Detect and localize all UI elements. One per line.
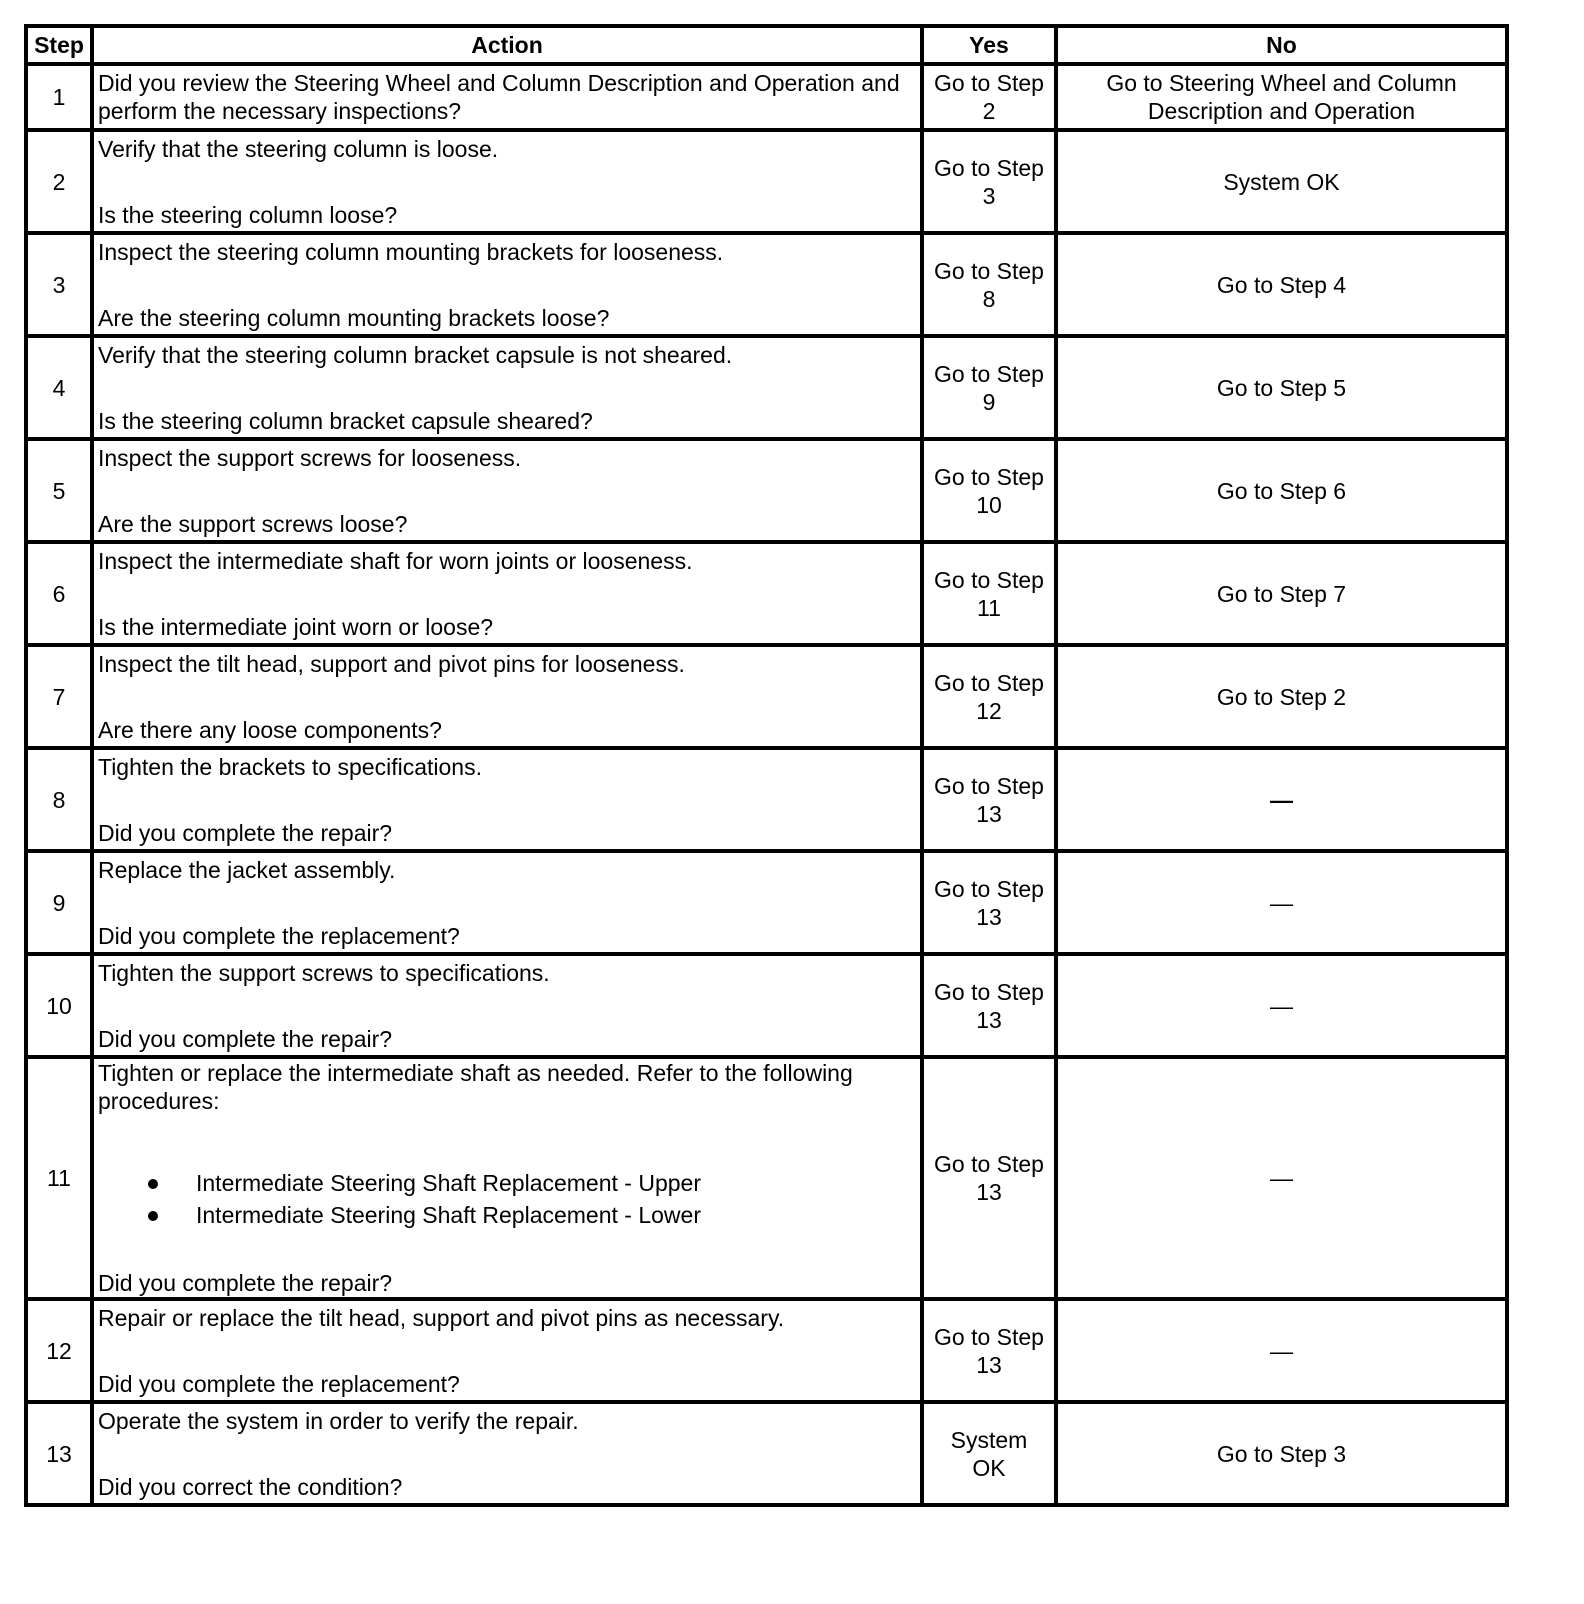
no-cell: Go to Step 2 xyxy=(1056,645,1507,748)
step-number: 1 xyxy=(26,64,92,130)
action-text xyxy=(92,1299,922,1402)
action-text xyxy=(92,1402,922,1505)
yes-line1: Go to Step xyxy=(934,463,1044,490)
action-text xyxy=(92,130,922,233)
yes-cell xyxy=(922,233,1056,336)
no-line1: Go to Steering Wheel and Column xyxy=(1106,70,1457,96)
step-number: 9 xyxy=(26,851,92,954)
step-number: 12 xyxy=(26,1299,92,1402)
yes-cell xyxy=(922,130,1056,233)
table-row xyxy=(26,1057,1507,1299)
action-question: Did you complete the replacement? xyxy=(98,922,460,949)
no-cell xyxy=(1056,1057,1507,1299)
table-row xyxy=(26,439,1507,542)
yes-cell xyxy=(922,1402,1056,1505)
header-step: Step xyxy=(26,26,92,64)
table-row xyxy=(26,645,1507,748)
action-text xyxy=(92,542,922,645)
yes-line2: 13 xyxy=(976,903,1002,930)
action-intro: Inspect the support screws for looseness. xyxy=(98,444,522,471)
action-text xyxy=(92,851,922,954)
action-intro: Verify that the steering column bracket capsule is not sheared. xyxy=(98,341,733,368)
yes-line2: 3 xyxy=(982,182,996,209)
action-question: Did you complete the repair? xyxy=(98,1270,393,1296)
diagnostic-table xyxy=(24,24,1509,1507)
no-cell: Go to Step 6 xyxy=(1056,439,1507,542)
yes-line1: Go to Step xyxy=(934,978,1044,1005)
yes-line2: 8 xyxy=(982,285,996,312)
step-number: 8 xyxy=(26,748,92,851)
yes-cell xyxy=(922,645,1056,748)
action-question: Is the steering column loose? xyxy=(98,201,398,228)
action-text xyxy=(92,336,922,439)
action-question: Is the intermediate joint worn or loose? xyxy=(98,613,494,640)
no-cell xyxy=(1056,851,1507,954)
table-row xyxy=(26,1299,1507,1402)
yes-cell xyxy=(922,1299,1056,1402)
yes-line1: System xyxy=(950,1426,1028,1453)
yes-line2: 11 xyxy=(977,594,1001,621)
procedure-link-upper[interactable] xyxy=(98,1167,916,1199)
table-row xyxy=(26,851,1507,954)
header-yes: Yes xyxy=(922,26,1056,64)
yes-cell xyxy=(922,954,1056,1057)
yes-line1: Go to Step xyxy=(934,669,1044,696)
action-text xyxy=(92,748,922,851)
no-cell: System OK xyxy=(1056,130,1507,233)
action-intro: Replace the jacket assembly. xyxy=(98,856,396,883)
yes-cell xyxy=(922,336,1056,439)
action-intro: Inspect the tilt head, support and pivot pins for looseness. xyxy=(98,650,685,677)
action-intro: Inspect the steering column mounting brackets for looseness. xyxy=(98,238,724,265)
yes-cell xyxy=(922,851,1056,954)
action-question: Did you complete the replacement? xyxy=(98,1370,460,1397)
table-row xyxy=(26,130,1507,233)
yes-line1: Go to Step xyxy=(934,154,1044,181)
step-number: 5 xyxy=(26,439,92,542)
action-text xyxy=(92,439,922,542)
no-cell xyxy=(1056,64,1507,130)
step-number: 4 xyxy=(26,336,92,439)
action-text xyxy=(92,1057,922,1299)
action-question: Are there any loose components? xyxy=(98,716,442,743)
yes-line1: Go to Step xyxy=(934,566,1044,593)
step-number: 6 xyxy=(26,542,92,645)
action-question: Did you complete the repair? xyxy=(98,819,393,846)
yes-cell xyxy=(922,439,1056,542)
not-applicable-dash: — xyxy=(1270,786,1293,813)
yes-line1: Go to Step xyxy=(934,360,1044,387)
step-number: 7 xyxy=(26,645,92,748)
yes-cell xyxy=(922,542,1056,645)
yes-line2: 13 xyxy=(976,800,1002,827)
yes-line1: Go to Step xyxy=(934,257,1044,284)
no-cell: Go to Step 3 xyxy=(1056,1402,1507,1505)
procedure-label: Intermediate Steering Shaft Replacement - Upper xyxy=(196,1170,701,1196)
step-number: 13 xyxy=(26,1402,92,1505)
no-cell: Go to Step 4 xyxy=(1056,233,1507,336)
action-question: Is the steering column bracket capsule sheared? xyxy=(98,407,593,434)
no-cell: Go to Step 7 xyxy=(1056,542,1507,645)
action-intro: Did you review the Steering Wheel and Column Description and Operation and perform the necessary inspections? xyxy=(98,70,900,124)
yes-line1: Go to Step xyxy=(934,1323,1044,1350)
action-question: Did you complete the repair? xyxy=(98,1025,393,1052)
table-row xyxy=(26,64,1507,130)
table-row xyxy=(26,233,1507,336)
yes-line2: 13 xyxy=(976,1006,1002,1033)
procedure-list xyxy=(98,1167,916,1231)
table-row xyxy=(26,336,1507,439)
no-line2: Description and Operation xyxy=(1147,98,1416,124)
no-cell: Go to Step 5 xyxy=(1056,336,1507,439)
yes-line2: 2 xyxy=(982,98,996,124)
action-text xyxy=(92,954,922,1057)
table-row xyxy=(26,1402,1507,1505)
yes-cell xyxy=(922,748,1056,851)
yes-line1: Go to Step xyxy=(934,70,1044,96)
action-intro: Operate the system in order to verify the repair. xyxy=(98,1407,579,1434)
table-row xyxy=(26,748,1507,851)
not-applicable-dash: — xyxy=(1270,992,1293,1019)
yes-line2: 13 xyxy=(976,1179,1002,1205)
header-no: No xyxy=(1056,26,1507,64)
yes-line2: 10 xyxy=(976,491,1002,518)
not-applicable-dash: — xyxy=(1270,889,1293,916)
header-row xyxy=(26,26,1507,64)
yes-line1: Go to Step xyxy=(934,875,1044,902)
table-row xyxy=(26,542,1507,645)
action-question: Are the steering column mounting brackets loose? xyxy=(98,304,610,331)
procedure-label: Intermediate Steering Shaft Replacement - Lower xyxy=(196,1202,701,1228)
bullet-icon xyxy=(148,1211,158,1221)
step-number: 10 xyxy=(26,954,92,1057)
no-cell xyxy=(1056,748,1507,851)
action-text xyxy=(92,233,922,336)
yes-line2: 13 xyxy=(976,1351,1002,1378)
action-intro: Tighten the brackets to specifications. xyxy=(98,753,482,780)
action-text xyxy=(92,64,922,130)
action-intro: Verify that the steering column is loose. xyxy=(98,135,499,162)
action-intro: Inspect the intermediate shaft for worn joints or looseness. xyxy=(98,547,693,574)
bullet-icon xyxy=(148,1179,158,1189)
yes-cell xyxy=(922,1057,1056,1299)
yes-line1: Go to Step xyxy=(934,772,1044,799)
action-question: Are the support screws loose? xyxy=(98,510,408,537)
yes-line2: 9 xyxy=(982,388,996,415)
not-applicable-dash: — xyxy=(1270,1165,1293,1191)
header-action: Action xyxy=(92,26,922,64)
yes-cell xyxy=(922,64,1056,130)
procedure-link-lower[interactable] xyxy=(98,1199,916,1231)
table-row xyxy=(26,954,1507,1057)
step-number: 11 xyxy=(26,1057,92,1299)
not-applicable-dash: — xyxy=(1270,1337,1293,1364)
action-intro: Tighten or replace the intermediate shaft as needed. Refer to the following procedures: xyxy=(98,1060,853,1114)
action-intro: Tighten the support screws to specifications. xyxy=(98,959,550,986)
step-number: 2 xyxy=(26,130,92,233)
action-question: Did you correct the condition? xyxy=(98,1473,403,1500)
yes-line2: OK xyxy=(972,1454,1006,1481)
yes-line1: Go to Step xyxy=(934,1151,1044,1177)
yes-line2: 12 xyxy=(976,697,1002,724)
no-cell xyxy=(1056,1299,1507,1402)
action-text xyxy=(92,645,922,748)
step-number: 3 xyxy=(26,233,92,336)
action-intro: Repair or replace the tilt head, support and pivot pins as necessary. xyxy=(98,1304,785,1331)
no-cell xyxy=(1056,954,1507,1057)
